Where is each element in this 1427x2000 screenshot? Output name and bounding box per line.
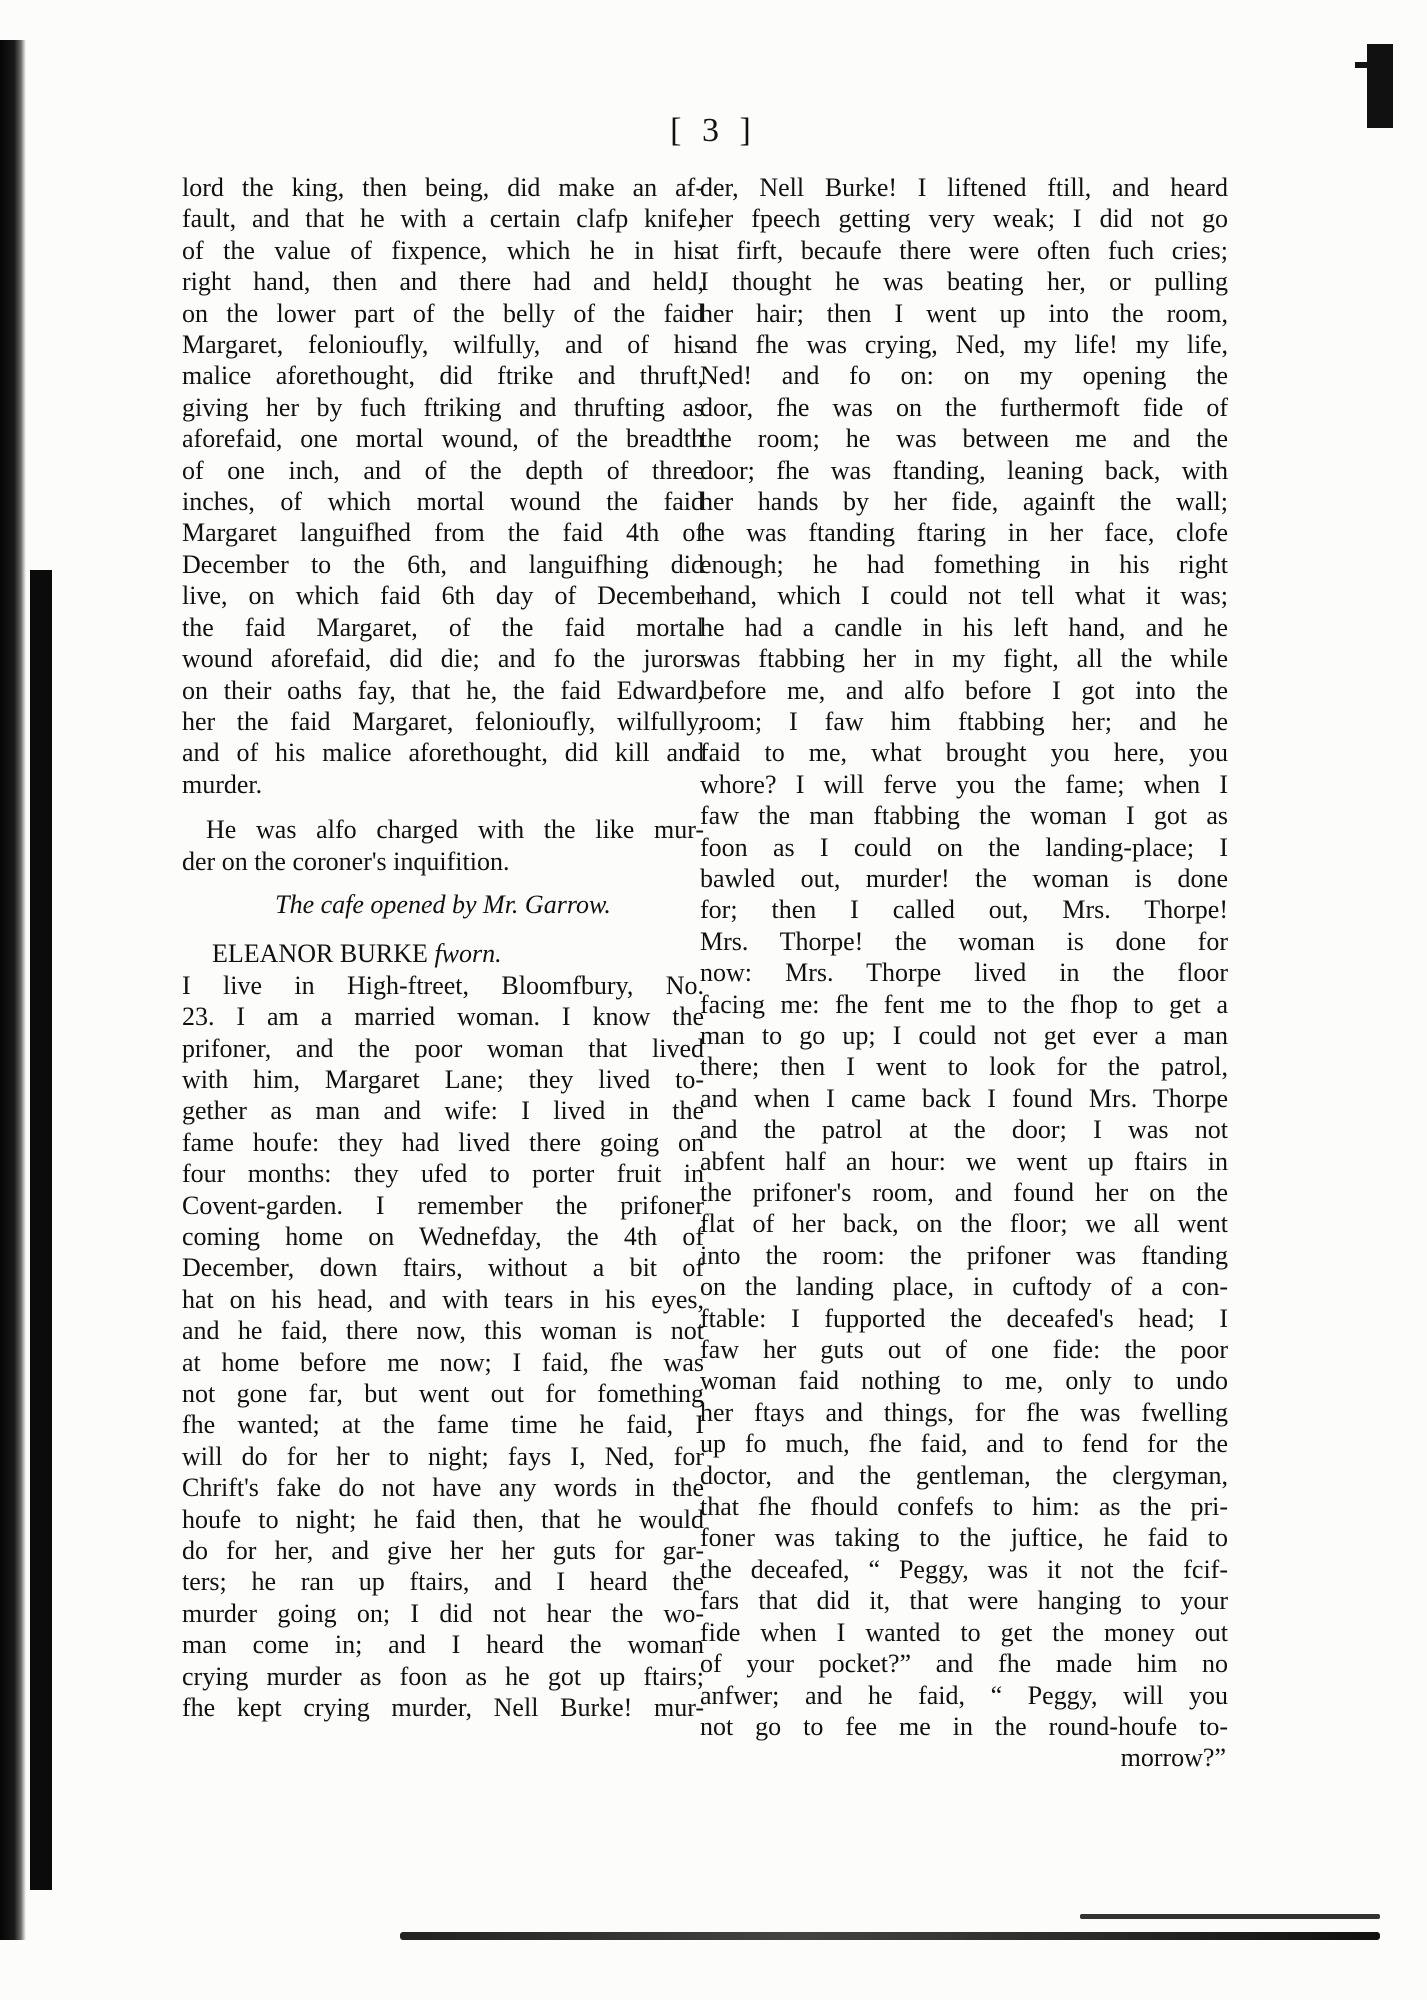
text-line: facing me: fhe fent me to the fhop to get a <box>700 989 1228 1019</box>
text-line: He was alfo charged with the like mur- <box>206 815 704 845</box>
paragraph-testimony-continued <box>700 172 1228 1742</box>
text-line: not gone far, but went out for fomething <box>182 1379 704 1409</box>
text-line: door, fhe was on the furthermoft fide of <box>700 392 1228 422</box>
text-line: right hand, then and there had and held, <box>182 267 704 297</box>
text-line: fault, and that he with a certain clafp knife, <box>182 204 704 234</box>
text-line: I live in High-ftreet, Bloomfbury, No. <box>182 970 704 1000</box>
text-line: her hands by her fide, againft the wall; <box>700 487 1228 517</box>
text-line: the prifoner's room, and found her on the <box>700 1178 1228 1207</box>
text-line: faid to me, what brought you here, you <box>700 738 1228 768</box>
text-line: and when I came back I found Mrs. Thorpe <box>700 1083 1228 1113</box>
paragraph-charge <box>182 814 704 877</box>
text-line: prifoner, and the poor woman that lived <box>182 1033 704 1063</box>
text-line: murder going on; I did not hear the wo- <box>182 1598 704 1628</box>
text-line: there; then I went to look for the patrol, <box>700 1052 1228 1082</box>
text-line: with him, Margaret Lane; they lived to- <box>182 1064 704 1094</box>
text-line: man come in; and I heard the woman <box>182 1630 704 1660</box>
text-line: on the lower part of the belly of the faid <box>182 298 704 328</box>
text-line: that fhe fhould confefs to him: as the pri- <box>700 1492 1228 1522</box>
text-line: the room; he was between me and the <box>700 424 1228 454</box>
text-line: coming home on Wednefday, the 4th of <box>182 1222 704 1251</box>
witness-sworn: fworn. <box>434 939 502 969</box>
left-column <box>182 172 704 1724</box>
text-line: Mrs. Thorpe! the woman is done for <box>700 926 1228 956</box>
witness-name: ELEANOR BURKE <box>212 939 428 969</box>
text-line: anfwer; and he faid, “ Peggy, will you <box>700 1680 1228 1710</box>
text-line: foon as I could on the landing-place; I <box>700 832 1228 862</box>
text-line: wound aforefaid, did die; and fo the jurors <box>182 644 704 674</box>
text-line: on their oaths fay, that he, the faid Edward, <box>182 675 704 705</box>
text-line: her hair; then I went up into the room, <box>700 298 1228 328</box>
text-line: faw her guts out of one fide: the poor <box>700 1335 1228 1365</box>
text-line: for; then I called out, Mrs. Thorpe! <box>700 895 1228 925</box>
text-line: into the room: the prifoner was ftanding <box>700 1240 1228 1270</box>
text-line: and the patrol at the door; I was not <box>700 1115 1228 1145</box>
text-line: door; fhe was ftanding, leaning back, with <box>700 455 1228 485</box>
text-line: of your pocket?” and fhe made him no <box>700 1649 1228 1679</box>
page-binding-edge <box>30 570 52 1890</box>
text-line: fhe kept crying murder, Nell Burke! mur- <box>182 1693 704 1723</box>
text-line: will do for her to night; fays I, Ned, for <box>182 1441 704 1471</box>
text-line: 23. I am a married woman. I know the <box>182 1002 704 1032</box>
right-column <box>700 172 1228 1774</box>
text-line: on the landing place, in cuftody of a con- <box>700 1272 1228 1302</box>
text-line: malice aforethought, did ftrike and thruft, <box>182 361 704 391</box>
text-line: faw the man ftabbing the woman I got as <box>700 801 1228 831</box>
page-number-header: [ 3 ] <box>670 112 757 149</box>
text-line: he had a candle in his left hand, and he <box>700 612 1228 642</box>
bottom-rule <box>400 1932 1380 1940</box>
text-line: giving her by fuch ftriking and thrufting as <box>182 392 704 422</box>
text-line: Ned! and fo on: on my opening the <box>700 361 1228 391</box>
page-spine-shadow <box>0 40 26 1940</box>
text-line: Chrift's fake do not have any words in the <box>182 1473 704 1503</box>
text-line: hat on his head, and with tears in his eyes, <box>182 1284 704 1314</box>
text-line: bawled out, murder! the woman is done <box>700 863 1228 893</box>
case-heading: The cafe opened by Mr. Garrow. <box>275 889 611 919</box>
text-line: the faid Margaret, of the faid mortal <box>182 612 704 642</box>
text-line: enough; he had fomething in his right <box>700 549 1228 579</box>
text-line: Margaret languifhed from the faid 4th of <box>182 518 704 548</box>
text-line: foner was taking to the juftice, he faid to <box>700 1523 1228 1553</box>
text-line: I thought he was beating her, or pulling <box>700 267 1228 297</box>
witness-heading <box>182 938 704 969</box>
text-line: now: Mrs. Thorpe lived in the floor <box>700 958 1228 988</box>
text-line: do for her, and give her her guts for gar- <box>182 1536 704 1566</box>
text-line: ters; he ran up ftairs, and I heard the <box>182 1567 704 1597</box>
text-line: fhe wanted; at the fame time he faid, I <box>182 1410 704 1440</box>
text-line: her the faid Margaret, felonioufly, wilfully, <box>182 706 704 736</box>
text-line: crying murder as foon as he got up ftairs; <box>182 1661 704 1691</box>
text-line: der on the coroner's inquifition. <box>182 846 510 876</box>
text-line: of one inch, and of the depth of three <box>182 455 704 485</box>
text-line: fide when I wanted to get the money out <box>700 1617 1228 1647</box>
text-line: inches, of which mortal wound the faid <box>182 487 704 517</box>
paragraph-gap <box>182 800 704 814</box>
text-line: live, on which faid 6th day of December <box>182 581 704 611</box>
text-line: of the value of fixpence, which he in his <box>182 235 704 265</box>
text-line: ftable: I fupported the deceafed's head; I <box>700 1303 1228 1333</box>
text-line: he was ftanding ftaring in her face, clofe <box>700 518 1228 548</box>
text-line: four months: they ufed to porter fruit in <box>182 1159 704 1189</box>
text-line: murder. <box>182 769 263 799</box>
text-line: not go to fee me in the round-houfe to- <box>700 1711 1228 1741</box>
text-line: abfent half an hour: we went up ftairs in <box>700 1146 1228 1176</box>
text-line: her ftays and things, for fhe was fwelling <box>700 1397 1228 1427</box>
bottom-rule-upper <box>1080 1914 1380 1919</box>
text-line: fars that did it, that were hanging to your <box>700 1586 1228 1616</box>
text-line: before me, and alfo before I got into the <box>700 675 1228 705</box>
text-line: and fhe was crying, Ned, my life! my life, <box>700 330 1228 360</box>
catchword: morrow?” <box>1120 1743 1226 1773</box>
text-line: and he faid, there now, this woman is not <box>182 1316 704 1346</box>
text-line: flat of her back, on the floor; we all went <box>700 1209 1228 1239</box>
text-line: der, Nell Burke! I liftened ftill, and heard <box>700 173 1228 202</box>
text-line: room; I faw him ftabbing her; and he <box>700 706 1228 736</box>
text-line: the deceafed, “ Peggy, was it not the fcif- <box>700 1554 1228 1584</box>
paragraph-indictment <box>182 172 704 800</box>
text-line: aforefaid, one mortal wound, of the breadth <box>182 424 704 454</box>
text-line: Margaret, felonioufly, wilfully, and of his <box>182 330 704 360</box>
text-line: doctor, and the gentleman, the clergyman, <box>700 1460 1228 1490</box>
text-line: man to go up; I could not get ever a man <box>700 1020 1228 1050</box>
text-line: was ftabbing her in my fight, all the while <box>700 644 1228 674</box>
text-line: Covent-garden. I remember the prifoner <box>182 1190 704 1220</box>
text-line: woman faid nothing to me, only to undo <box>700 1366 1228 1396</box>
text-line: hand, which I could not tell what it was; <box>700 581 1228 611</box>
text-line: at home before me now; I faid, fhe was <box>182 1347 704 1377</box>
text-line: December to the 6th, and languifhing did <box>182 549 704 579</box>
text-line: whore? I will ferve you the fame; when I <box>700 769 1228 799</box>
text-line: at firft, becaufe there were often fuch cries; <box>700 235 1228 265</box>
text-line: December, down ftairs, without a bit of <box>182 1253 704 1283</box>
text-line: and of his malice aforethought, did kill and <box>182 738 704 768</box>
text-line: houfe to night; he faid then, that he would <box>182 1504 704 1534</box>
paragraph-testimony <box>182 970 704 1724</box>
text-line: up fo much, fhe faid, and to fend for the <box>700 1429 1228 1459</box>
text-line: lord the king, then being, did make an af- <box>182 173 704 202</box>
text-line: her fpeech getting very weak; I did not go <box>700 204 1228 234</box>
text-line: fame houfe: they had lived there going on <box>182 1127 704 1157</box>
text-line: gether as man and wife: I lived in the <box>182 1096 704 1126</box>
